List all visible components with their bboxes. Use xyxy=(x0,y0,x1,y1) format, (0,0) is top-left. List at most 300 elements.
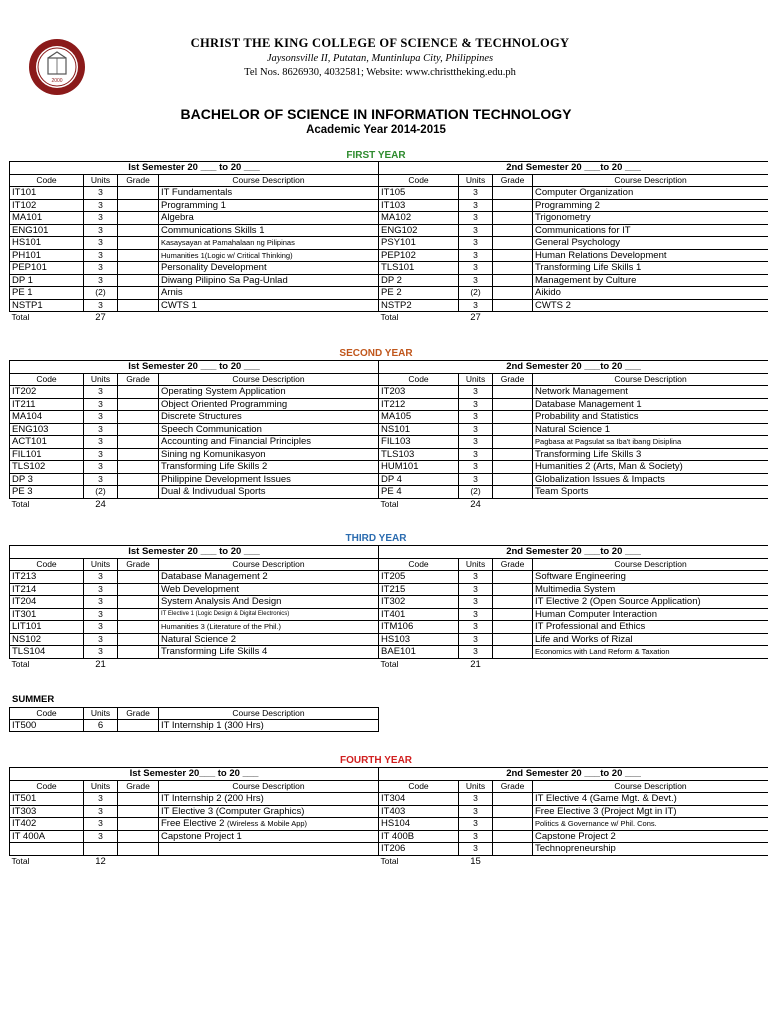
code-header: Code xyxy=(10,708,84,720)
course-desc: Transforming Life Skills 2 xyxy=(159,461,379,474)
course-units: 3 xyxy=(84,448,118,461)
units-header: Units xyxy=(84,174,118,187)
course-desc: Web Development xyxy=(159,583,379,596)
desc-header: Course Description xyxy=(159,708,379,720)
course-desc: IT Elective 1 (Logic Design & Digital Electronics) xyxy=(159,608,379,621)
course-desc: Probability and Statistics xyxy=(533,411,768,424)
desc-header: Course Description xyxy=(533,174,768,187)
course-code: MA101 xyxy=(10,212,84,225)
course-row xyxy=(10,262,768,275)
course-desc: Economics with Land Reform & Taxation xyxy=(533,646,768,659)
course-code: MA105 xyxy=(379,411,459,424)
course-row xyxy=(10,237,768,250)
course-code: IT215 xyxy=(379,583,459,596)
grade-header: Grade xyxy=(493,780,533,793)
grade-cell xyxy=(493,398,533,411)
course-units: 3 xyxy=(84,818,118,831)
course-code: PE 2 xyxy=(379,287,459,300)
course-desc: Programming 2 xyxy=(533,199,768,212)
grade-cell xyxy=(118,287,159,300)
total-label: Total xyxy=(11,658,30,669)
course-code: MA102 xyxy=(379,212,459,225)
course-desc: Dual & Indivudual Sports xyxy=(159,486,379,499)
course-row xyxy=(10,583,768,596)
second-year-table xyxy=(9,360,768,510)
course-desc: Trigonometry xyxy=(533,212,768,225)
grade-cell xyxy=(118,720,159,732)
grade-cell xyxy=(493,287,533,300)
grade-cell xyxy=(118,274,159,287)
course-row xyxy=(10,793,768,806)
course-desc: IT Elective 2 (Open Source Application) xyxy=(533,596,768,609)
course-desc: General Psychology xyxy=(533,237,768,250)
fourth-year-table xyxy=(9,767,768,867)
course-row xyxy=(10,224,768,237)
first-semester-label: Ist Semester 20 ___ to 20 ___ xyxy=(10,162,379,175)
grade-cell xyxy=(118,212,159,225)
grade-header: Grade xyxy=(493,558,533,571)
course-units: 3 xyxy=(459,583,493,596)
course-units: 3 xyxy=(459,423,493,436)
code-header: Code xyxy=(379,780,459,793)
course-code: IT303 xyxy=(10,805,84,818)
course-row xyxy=(10,423,768,436)
course-units: 3 xyxy=(459,830,493,843)
course-desc: IT Elective 4 (Game Mgt. & Devt.) xyxy=(533,793,768,806)
course-desc: Database Management 2 xyxy=(159,571,379,584)
course-desc: Management by Culture xyxy=(533,274,768,287)
course-row xyxy=(10,486,768,499)
units-header: Units xyxy=(459,780,493,793)
course-row xyxy=(10,212,768,225)
second-semester-label: 2nd Semester 20 ___to 20 ___ xyxy=(379,546,768,559)
course-units: 3 xyxy=(84,262,118,275)
course-code xyxy=(10,843,84,856)
course-row xyxy=(10,608,768,621)
course-desc: Free Elective 3 (Project Mgt in IT) xyxy=(533,805,768,818)
course-units xyxy=(84,843,118,856)
course-row xyxy=(10,646,768,659)
course-code: TLS101 xyxy=(379,262,459,275)
academic-year: Academic Year 2014-2015 xyxy=(306,124,446,136)
course-desc: Philippine Development Issues xyxy=(159,473,379,486)
course-units: 3 xyxy=(84,187,118,200)
summer-table xyxy=(9,707,379,732)
code-header: Code xyxy=(10,373,84,386)
course-row xyxy=(10,287,768,300)
course-code: IT212 xyxy=(379,398,459,411)
grade-cell xyxy=(118,461,159,474)
grade-cell xyxy=(493,486,533,499)
spacer xyxy=(493,312,768,324)
desc-header: Course Description xyxy=(159,373,379,386)
course-units: 3 xyxy=(459,262,493,275)
first-semester-label: Ist Semester 20___ to 20 ___ xyxy=(10,768,379,781)
total-units: 24 xyxy=(95,498,106,510)
course-code: LIT101 xyxy=(10,621,84,634)
units-header: Units xyxy=(84,373,118,386)
second-semester-label: 2nd Semester 20 ___to 20 ___ xyxy=(379,361,768,374)
grade-cell xyxy=(118,830,159,843)
course-units: 3 xyxy=(459,274,493,287)
grade-cell xyxy=(493,262,533,275)
units-header: Units xyxy=(459,558,493,571)
grade-cell xyxy=(493,237,533,250)
course-code: TLS103 xyxy=(379,448,459,461)
course-code: IT214 xyxy=(10,583,84,596)
course-code: DP 2 xyxy=(379,274,459,287)
college-seal-logo xyxy=(28,38,86,96)
course-row xyxy=(10,398,768,411)
grade-cell xyxy=(493,583,533,596)
course-row xyxy=(10,187,768,200)
grade-cell xyxy=(118,249,159,262)
course-desc: Network Management xyxy=(533,386,768,399)
course-units: 3 xyxy=(84,249,118,262)
grade-cell xyxy=(118,436,159,449)
course-units: 3 xyxy=(84,199,118,212)
course-code: PE 3 xyxy=(10,486,84,499)
course-code: IT213 xyxy=(10,571,84,584)
total-units: 21 xyxy=(95,658,106,670)
program-title: BACHELOR OF SCIENCE IN INFORMATION TECHNOLOGY xyxy=(180,106,572,122)
first-semester-label: Ist Semester 20 ___ to 20 ___ xyxy=(10,361,379,374)
course-desc: Operating System Application xyxy=(159,386,379,399)
spacer xyxy=(493,855,768,867)
column-header-row xyxy=(10,780,768,793)
grade-cell xyxy=(493,423,533,436)
grade-cell xyxy=(493,646,533,659)
course-units: 3 xyxy=(84,633,118,646)
course-units: 3 xyxy=(459,199,493,212)
grade-cell xyxy=(118,793,159,806)
course-code: PEP101 xyxy=(10,262,84,275)
course-row xyxy=(10,411,768,424)
course-desc: IT Internship 2 (200 Hrs) xyxy=(159,793,379,806)
course-code: HS101 xyxy=(10,237,84,250)
course-desc: CWTS 1 xyxy=(159,299,379,312)
course-desc: CWTS 2 xyxy=(533,299,768,312)
column-header-row xyxy=(10,558,768,571)
course-desc xyxy=(159,818,379,831)
grade-header: Grade xyxy=(493,373,533,386)
grade-cell xyxy=(493,386,533,399)
grade-cell xyxy=(493,461,533,474)
course-units: 3 xyxy=(459,793,493,806)
course-row xyxy=(10,633,768,646)
desc-header: Course Description xyxy=(533,558,768,571)
course-units: 3 xyxy=(84,423,118,436)
course-desc: System Analysis And Design xyxy=(159,596,379,609)
course-desc: Communications for IT xyxy=(533,224,768,237)
course-code: MA104 xyxy=(10,411,84,424)
semester-header-row xyxy=(10,361,768,374)
course-desc: Pagbasa at Pagsulat sa Iba't ibang Disiplina xyxy=(533,436,768,449)
grade-cell xyxy=(118,646,159,659)
summer-row xyxy=(10,720,379,732)
course-desc: Humanities 2 (Arts, Man & Society) xyxy=(533,461,768,474)
total-label: Total xyxy=(380,855,399,866)
units-header: Units xyxy=(459,373,493,386)
course-desc-note: (Wireless & Mobile App) xyxy=(227,819,308,829)
spacer xyxy=(493,658,768,670)
grade-header: Grade xyxy=(118,780,159,793)
course-row xyxy=(10,830,768,843)
course-units: 3 xyxy=(84,299,118,312)
course-units: 3 xyxy=(459,224,493,237)
course-row xyxy=(10,818,768,831)
course-desc: Team Sports xyxy=(533,486,768,499)
course-units: 3 xyxy=(84,583,118,596)
course-desc: Human Computer Interaction xyxy=(533,608,768,621)
course-code: IT105 xyxy=(379,187,459,200)
desc-header: Course Description xyxy=(159,174,379,187)
grade-cell xyxy=(493,805,533,818)
course-units: 3 xyxy=(459,646,493,659)
total-row xyxy=(10,855,768,867)
grade-cell xyxy=(493,249,533,262)
course-units: 3 xyxy=(84,274,118,287)
summer-header-row xyxy=(10,708,379,720)
course-code: IT103 xyxy=(379,199,459,212)
course-units: 3 xyxy=(84,646,118,659)
course-desc: Transforming Life Skills 4 xyxy=(159,646,379,659)
course-code: HS103 xyxy=(379,633,459,646)
third-year-label: THIRD YEAR xyxy=(345,533,407,544)
course-desc: Kasaysayan at Pamahalaan ng Pilipinas xyxy=(159,237,379,250)
grade-cell xyxy=(118,473,159,486)
course-units: (2) xyxy=(459,486,493,499)
grade-header: Grade xyxy=(493,174,533,187)
course-desc: IT Fundamentals xyxy=(159,187,379,200)
course-desc: IT Professional and Ethics xyxy=(533,621,768,634)
grade-cell xyxy=(118,596,159,609)
grade-cell xyxy=(493,212,533,225)
course-code: BAE101 xyxy=(379,646,459,659)
course-code: IT501 xyxy=(10,793,84,806)
grade-header: Grade xyxy=(118,373,159,386)
course-desc: Computer Organization xyxy=(533,187,768,200)
course-desc: Multimedia System xyxy=(533,583,768,596)
grade-cell xyxy=(493,818,533,831)
course-desc: Humanities 1(Logic w/ Critical Thinking) xyxy=(159,249,379,262)
course-code: ENG101 xyxy=(10,224,84,237)
grade-cell xyxy=(493,621,533,634)
code-header: Code xyxy=(10,780,84,793)
course-code: IT205 xyxy=(379,571,459,584)
course-code: IT301 xyxy=(10,608,84,621)
course-units: 3 xyxy=(459,633,493,646)
course-code: IT403 xyxy=(379,805,459,818)
course-code: PE 4 xyxy=(379,486,459,499)
course-code: IT206 xyxy=(379,843,459,856)
course-row xyxy=(10,199,768,212)
course-code: IT204 xyxy=(10,596,84,609)
code-header: Code xyxy=(10,174,84,187)
grade-cell xyxy=(118,187,159,200)
svg-text:2000: 2000 xyxy=(51,78,63,84)
total-row xyxy=(10,498,768,510)
course-desc-text: Free Elective 2 xyxy=(161,818,225,830)
course-units: 3 xyxy=(84,212,118,225)
course-code: PSY101 xyxy=(379,237,459,250)
first-year-table xyxy=(9,161,768,323)
college-contact: Tel Nos. 8626930, 4032581; Website: www.christtheking.edu.ph xyxy=(244,67,516,78)
total-row xyxy=(10,312,768,324)
course-desc: Natural Science 1 xyxy=(533,423,768,436)
grade-cell xyxy=(493,448,533,461)
course-code: IT211 xyxy=(10,398,84,411)
grade-cell xyxy=(493,633,533,646)
course-code: DP 4 xyxy=(379,473,459,486)
course-desc: Capstone Project 2 xyxy=(533,830,768,843)
course-code: ITM106 xyxy=(379,621,459,634)
desc-header: Course Description xyxy=(159,780,379,793)
course-code: FIL103 xyxy=(379,436,459,449)
course-units: (2) xyxy=(84,486,118,499)
units-header: Units xyxy=(84,780,118,793)
grade-cell xyxy=(493,299,533,312)
grade-header: Grade xyxy=(118,708,159,720)
course-units: 3 xyxy=(459,621,493,634)
course-units: 3 xyxy=(84,398,118,411)
course-units: 3 xyxy=(459,448,493,461)
course-desc: Humanities 3 (Literature of the Phil.) xyxy=(159,621,379,634)
course-units: 3 xyxy=(459,398,493,411)
grade-cell xyxy=(493,608,533,621)
course-units: 3 xyxy=(84,473,118,486)
course-units: 3 xyxy=(84,830,118,843)
grade-cell xyxy=(493,224,533,237)
spacer xyxy=(118,658,379,670)
course-code: NS101 xyxy=(379,423,459,436)
course-units: 3 xyxy=(459,473,493,486)
course-code: PE 1 xyxy=(10,287,84,300)
course-code: TLS104 xyxy=(10,646,84,659)
second-year-label: SECOND YEAR xyxy=(339,348,413,359)
grade-cell xyxy=(493,274,533,287)
grade-cell xyxy=(493,187,533,200)
grade-header: Grade xyxy=(118,558,159,571)
code-header: Code xyxy=(379,373,459,386)
total-units: 21 xyxy=(470,658,481,670)
course-units: 3 xyxy=(84,621,118,634)
course-code: ENG102 xyxy=(379,224,459,237)
course-desc: Politics & Governance w/ Phil. Cons. xyxy=(533,818,768,831)
course-units: 3 xyxy=(84,436,118,449)
course-units: 3 xyxy=(459,411,493,424)
course-units: 3 xyxy=(84,224,118,237)
course-desc: IT Internship 1 (300 Hrs) xyxy=(159,720,379,732)
course-desc: Algebra xyxy=(159,212,379,225)
grade-cell xyxy=(118,398,159,411)
second-semester-label: 2nd Semester 20 ___to 20 ___ xyxy=(379,768,768,781)
second-semester-label: 2nd Semester 20 ___to 20 ___ xyxy=(379,162,768,175)
course-row xyxy=(10,249,768,262)
course-code: IT202 xyxy=(10,386,84,399)
grade-cell xyxy=(118,423,159,436)
total-units: 12 xyxy=(95,855,106,867)
spacer xyxy=(118,498,379,510)
grade-cell xyxy=(493,571,533,584)
course-units: 3 xyxy=(84,805,118,818)
grade-cell xyxy=(493,411,533,424)
grade-cell xyxy=(118,411,159,424)
semester-header-row xyxy=(10,768,768,781)
desc-header: Course Description xyxy=(533,780,768,793)
course-code: NSTP1 xyxy=(10,299,84,312)
course-code: TLS102 xyxy=(10,461,84,474)
course-desc: Aikido xyxy=(533,287,768,300)
total-label: Total xyxy=(380,312,399,322)
course-units: 3 xyxy=(84,596,118,609)
code-header: Code xyxy=(379,558,459,571)
grade-cell xyxy=(493,830,533,843)
course-desc: Sining ng Komunikasyon xyxy=(159,448,379,461)
course-code: HS104 xyxy=(379,818,459,831)
course-units: 3 xyxy=(84,608,118,621)
course-row xyxy=(10,386,768,399)
course-code: DP 1 xyxy=(10,274,84,287)
course-desc: Communications Skills 1 xyxy=(159,224,379,237)
third-year-table xyxy=(9,545,768,670)
units-header: Units xyxy=(84,558,118,571)
first-year-label: FIRST YEAR xyxy=(346,150,406,161)
course-desc: Technopreneurship xyxy=(533,843,768,856)
first-semester-label: Ist Semester 20 ___ to 20 ___ xyxy=(10,546,379,559)
course-units: 3 xyxy=(459,461,493,474)
grade-cell xyxy=(118,571,159,584)
course-units: 3 xyxy=(84,793,118,806)
course-units: (2) xyxy=(459,287,493,300)
course-units: 3 xyxy=(84,386,118,399)
course-row xyxy=(10,571,768,584)
grade-cell xyxy=(118,583,159,596)
grade-cell xyxy=(118,608,159,621)
course-desc: Database Management 1 xyxy=(533,398,768,411)
college-header xyxy=(0,36,768,86)
total-units: 24 xyxy=(470,498,481,510)
course-desc: Natural Science 2 xyxy=(159,633,379,646)
course-desc: Globalization Issues & Impacts xyxy=(533,473,768,486)
grade-cell xyxy=(493,473,533,486)
course-units: 3 xyxy=(459,596,493,609)
grade-cell xyxy=(118,237,159,250)
total-label: Total xyxy=(11,855,30,866)
course-units: 3 xyxy=(84,461,118,474)
course-row xyxy=(10,274,768,287)
course-code: DP 3 xyxy=(10,473,84,486)
course-code: IT402 xyxy=(10,818,84,831)
course-units: 6 xyxy=(84,720,118,732)
course-code: IT302 xyxy=(379,596,459,609)
total-label: Total xyxy=(380,498,399,509)
grade-cell xyxy=(118,818,159,831)
grade-cell xyxy=(118,843,159,856)
course-desc: Arnis xyxy=(159,287,379,300)
course-units: 3 xyxy=(459,818,493,831)
course-desc: Software Engineering xyxy=(533,571,768,584)
grade-header: Grade xyxy=(118,174,159,187)
fourth-year-label: FOURTH YEAR xyxy=(339,755,413,766)
grade-cell xyxy=(118,224,159,237)
grade-cell xyxy=(493,199,533,212)
course-units: 3 xyxy=(459,249,493,262)
course-desc: Diwang Pilipino Sa Pag-Unlad xyxy=(159,274,379,287)
desc-header: Course Description xyxy=(159,558,379,571)
spacer xyxy=(118,312,379,324)
total-label: Total xyxy=(380,658,399,669)
